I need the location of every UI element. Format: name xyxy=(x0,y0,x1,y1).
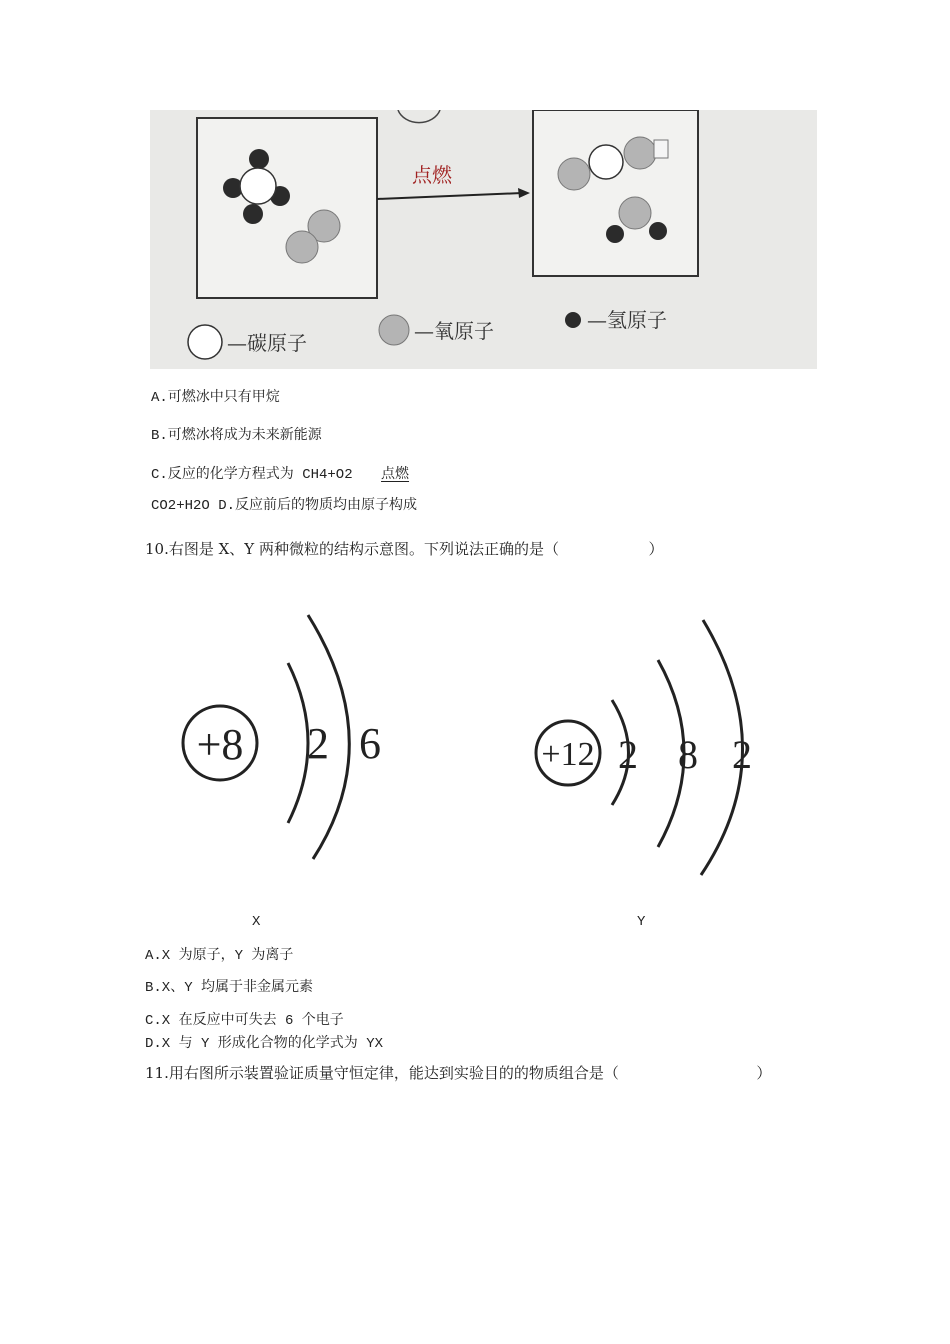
x-shell-2-electrons: 6 xyxy=(359,719,381,768)
x-structure-diagram xyxy=(170,605,400,865)
q9-option-c-prefix: C.反应的化学方程式为 CH4+O2 xyxy=(151,467,353,483)
q9-option-c-suffix: CO2+H2O xyxy=(151,498,210,514)
q10-option-c: C.X 在反应中可失去 6 个电子 xyxy=(145,1013,344,1029)
y-label: Y xyxy=(637,914,646,930)
q9-option-a: A.可燃冰中只有甲烷 xyxy=(151,390,280,406)
reaction-arrow-line xyxy=(377,193,522,199)
product-box xyxy=(533,110,698,276)
oxygen-atom-swatch xyxy=(379,315,409,345)
x-shell-1 xyxy=(288,663,308,823)
q10-option-a: A.X 为原子，Y 为离子 xyxy=(145,948,294,964)
legend-carbon-label: —碳原子 xyxy=(227,331,307,355)
legend-oxygen-label: —氧原子 xyxy=(414,319,494,343)
q10-stem xyxy=(145,538,664,559)
y-shell-2-electrons: 8 xyxy=(678,732,698,777)
x-shell-1-electrons: 2 xyxy=(307,719,329,768)
reaction-arrow-head xyxy=(518,188,530,198)
q11-stem-text: 11.用右图所示装置验证质量守恒定律，能达到实验目的的物质组合是（ xyxy=(145,1064,619,1082)
x-nucleus-charge: +8 xyxy=(196,720,244,769)
q9-option-c xyxy=(151,463,415,483)
reactant-box xyxy=(197,118,377,298)
q10-close-paren: ） xyxy=(648,540,664,558)
q11-close-paren: ） xyxy=(756,1064,772,1082)
q10-option-d: D.X 与 Y 形成化合物的化学式为 YX xyxy=(145,1036,384,1052)
y-nucleus-charge: +12 xyxy=(541,736,595,773)
reaction-diagram-photo xyxy=(150,110,817,369)
hydrogen-atom-swatch xyxy=(565,312,581,328)
y-structure-diagram xyxy=(520,615,760,880)
y-shell-1-electrons: 2 xyxy=(618,732,638,777)
y-shell-3-electrons: 2 xyxy=(732,732,752,777)
legend-hydrogen-label: —氢原子 xyxy=(587,308,667,332)
x-label: X xyxy=(252,914,261,930)
legend xyxy=(188,308,667,359)
q10-stem-text: 10.右图是 X、Y 两种微粒的结构示意图。下列说法正确的是（ xyxy=(145,540,559,558)
carbon-atom-swatch xyxy=(188,325,222,359)
q11-stem xyxy=(145,1062,771,1083)
q9-option-b: B.可燃冰将成为未来新能源 xyxy=(151,428,322,444)
q10-option-b: B.X、Y 均属于非金属元素 xyxy=(145,980,314,996)
q9-option-c-d-line xyxy=(151,494,417,514)
reaction-condition: 点燃 xyxy=(381,467,410,483)
arrow-label: 点燃 xyxy=(412,163,452,187)
q9-option-d: D.反应前后的物质均由原子构成 xyxy=(218,498,418,514)
